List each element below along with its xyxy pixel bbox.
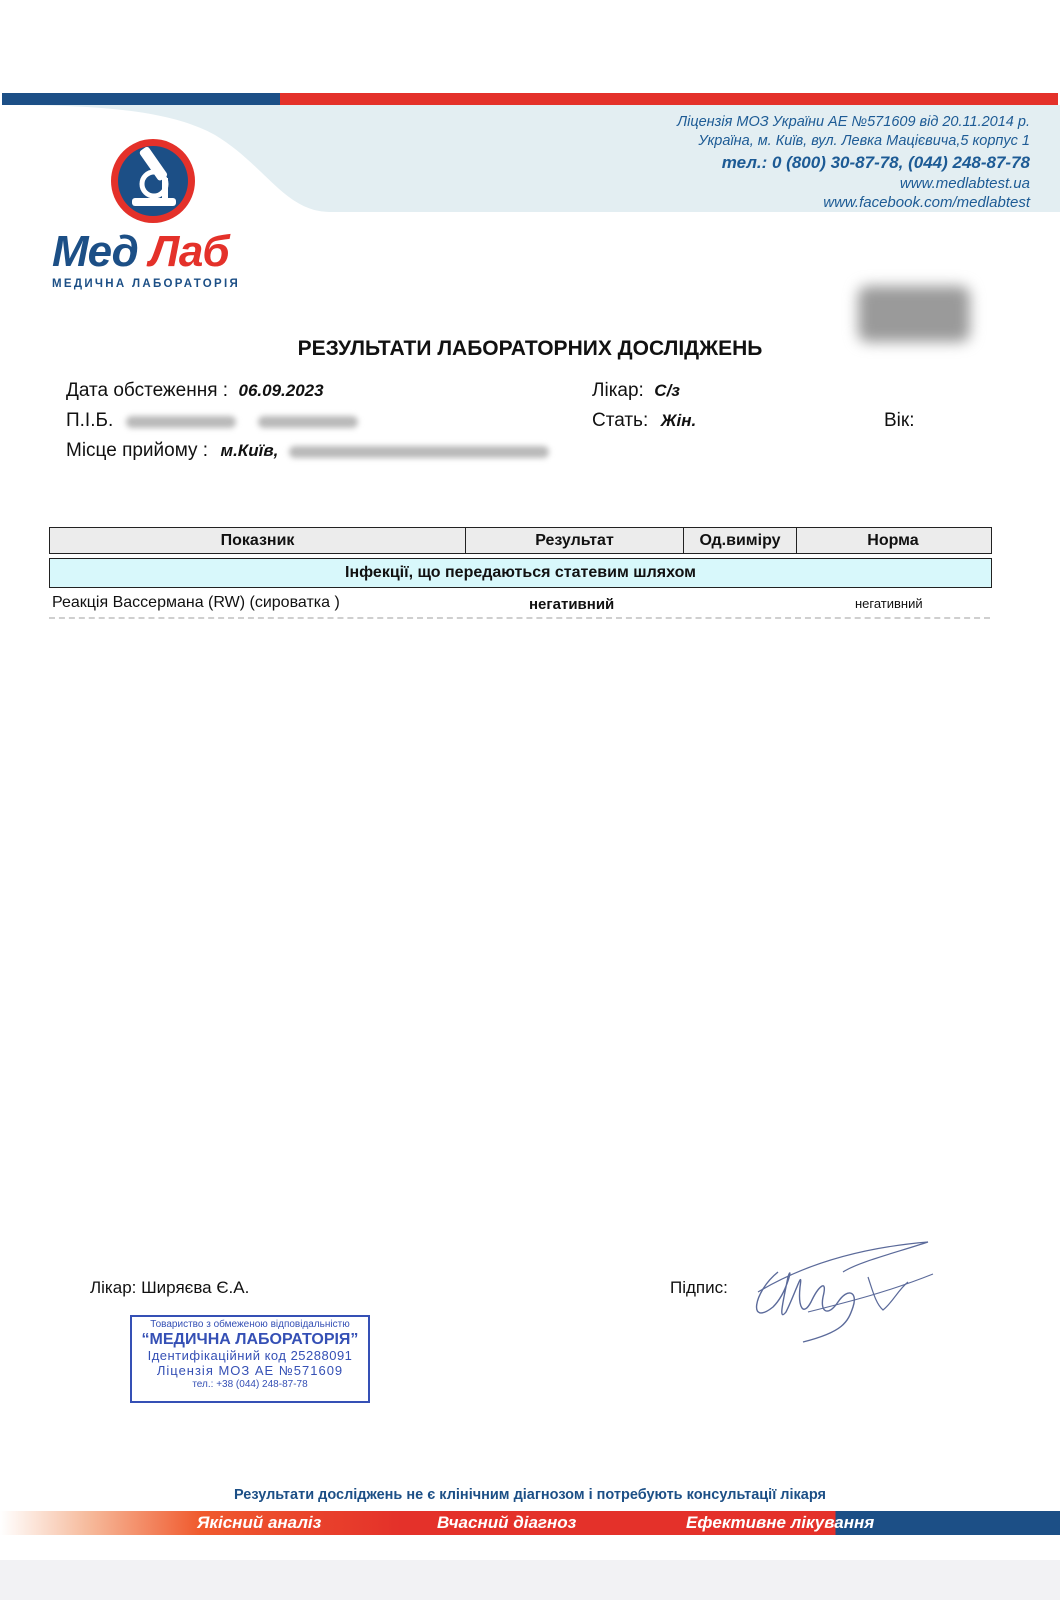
logo-subtitle: МЕДИЧНА ЛАБОРАТОРІЯ xyxy=(52,278,241,290)
stamp-line: Ліцензія МОЗ АЕ №571609 xyxy=(156,1362,344,1378)
sex-label: Стать: xyxy=(592,410,649,431)
stamp-line: “МЕДИЧНА ЛАБОРАТОРІЯ” xyxy=(141,1330,359,1348)
column-header: Показник xyxy=(50,528,466,553)
address-text: Україна, м. Київ, вул. Левка Мацієвича,5 корпус 1 xyxy=(698,133,1030,149)
table-row xyxy=(49,589,990,619)
microscope-icon xyxy=(108,136,198,226)
page-title: РЕЗУЛЬТАТИ ЛАБОРАТОРНИХ ДОСЛІДЖЕНЬ xyxy=(297,337,763,360)
facebook-link[interactable]: www.facebook.com/medlabtest xyxy=(823,194,1030,211)
sex-row xyxy=(592,410,696,432)
place-row xyxy=(66,440,549,462)
logo-word-med: Мед xyxy=(52,227,138,276)
column-header: Результат xyxy=(466,528,684,553)
stamp-line: Ідентифікаційний код 25288091 xyxy=(147,1347,353,1363)
slogan-text: Ефективне лікування xyxy=(686,1513,875,1532)
place-label: Місце прийому : xyxy=(66,440,209,461)
place-value: м.Київ, xyxy=(220,441,279,460)
column-header: Од.виміру xyxy=(684,528,797,553)
header-stripe-red xyxy=(280,93,1058,105)
stamp-line: тел.: +38 (044) 248-87-78 xyxy=(192,1378,308,1390)
logo-word-lab: Лаб xyxy=(149,227,229,276)
signature-label: Підпис: xyxy=(670,1278,728,1297)
website-link[interactable]: www.medlabtest.ua xyxy=(899,175,1030,192)
redacted-address xyxy=(289,446,549,458)
exam-date-label: Дата обстеження : xyxy=(66,380,229,401)
column-header: Норма xyxy=(867,532,919,549)
test-norm: негативний xyxy=(855,596,923,611)
phone-text: тел.: 0 (800) 30-87-78, (044) 248-87-78 xyxy=(721,153,1030,172)
redacted-name xyxy=(258,416,358,428)
handwritten-signature xyxy=(748,1232,938,1347)
doctor-signature-name: Лікар: Ширяєва Є.А. xyxy=(90,1278,250,1297)
license-text: Ліцензія МОЗ України АЕ №571609 від 20.11.2014 р. xyxy=(677,114,1030,130)
sex-value: Жін. xyxy=(660,411,697,430)
exam-date-value: 06.09.2023 xyxy=(238,381,324,400)
exam-date-row xyxy=(66,380,324,402)
results-table-header xyxy=(49,527,992,554)
slogan-text: Вчасний діагноз xyxy=(437,1513,577,1532)
stamp-line: Товариство з обмеженою відповідальністю xyxy=(150,1319,350,1330)
doctor-value: С/з xyxy=(654,381,680,400)
patient-name-label: П.І.Б. xyxy=(66,410,114,431)
patient-name-row xyxy=(66,410,358,432)
age-row xyxy=(884,410,915,432)
doctor-label: Лікар: xyxy=(592,380,644,401)
logo-wordmark xyxy=(52,227,229,276)
header-stripe-blue xyxy=(2,93,280,105)
redacted-image xyxy=(858,286,970,342)
disclaimer-text: Результати досліджень не є клінічним діагнозом і потребують консультації лікаря xyxy=(233,1487,826,1503)
age-label: Вік: xyxy=(884,410,915,431)
redacted-name xyxy=(126,416,236,428)
company-stamp xyxy=(130,1315,370,1403)
test-result: негативний xyxy=(529,596,615,613)
page-bottom-margin xyxy=(0,1560,1060,1600)
test-name: Реакція Вассермана (RW) (сироватка ) xyxy=(52,594,340,611)
doctor-row xyxy=(592,380,680,402)
slogan-text: Якісний аналіз xyxy=(197,1513,322,1532)
table-section-header: Інфекції, що передаються статевим шляхом xyxy=(49,558,992,588)
